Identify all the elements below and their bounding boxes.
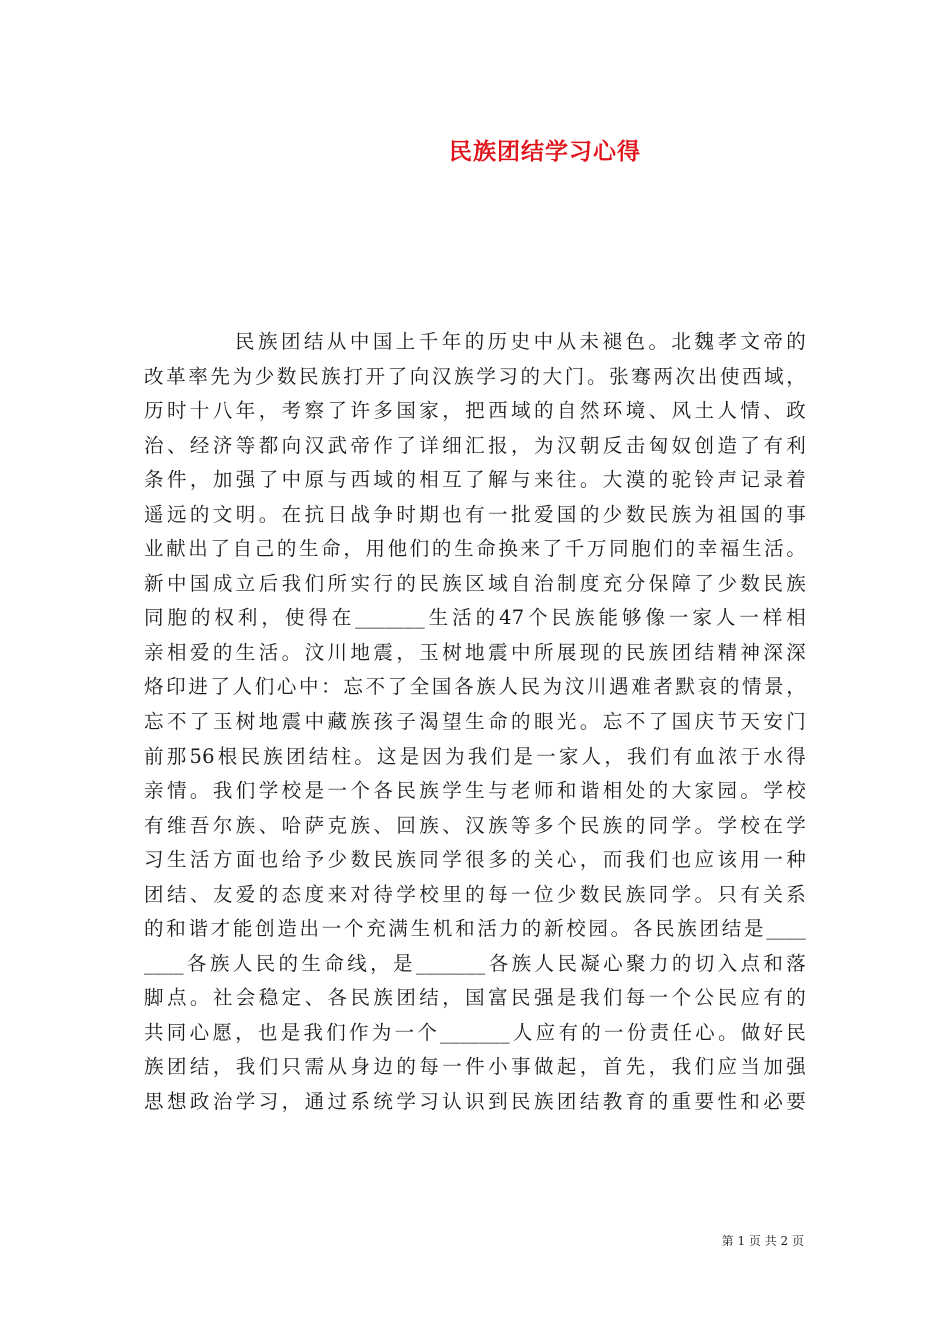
body-line: 族团结，我们只需从身边的每一件小事做起，首先，我们应当加强: [144, 1055, 806, 1079]
body-line: 改革率先为少数民族打开了向汉族学习的大门。张骞两次出使西域，: [144, 364, 806, 388]
body-line: 同胞的权利，使得在_______生活的47个民族能够像一家人一样相: [144, 606, 806, 630]
body-line: 历时十八年，考察了许多国家，把西域的自然环境、风土人情、政: [144, 399, 806, 423]
body-line: 业献出了自己的生命，用他们的生命换来了千万同胞们的幸福生活。: [144, 537, 806, 561]
document-title: 民族团结学习心得: [449, 138, 641, 165]
body-line: 条件，加强了中原与西域的相互了解与来往。大漠的驼铃声记录着: [144, 468, 806, 492]
document-body: [144, 325, 806, 1120]
body-line: 烙印进了人们心中：忘不了全国各族人民为汶川遇难者默哀的情景，: [144, 675, 806, 699]
body-line: 共同心愿，也是我们作为一个_______人应有的一份责任心。做好民: [144, 1020, 806, 1044]
body-line: 团结、友爱的态度来对待学校里的每一位少数民族同学。只有关系: [144, 882, 806, 906]
body-line: 民族团结从中国上千年的历史中从未褪色。北魏孝文帝的: [235, 330, 806, 353]
body-line: 脚点。社会稳定、各民族团结，国富民强是我们每一个公民应有的: [144, 986, 806, 1010]
body-line: ____各族人民的生命线，是_______各族人民凝心聚力的切入点和落: [144, 951, 806, 975]
body-line: 忘不了玉树地震中藏族孩子渴望生命的眼光。忘不了国庆节天安门: [144, 710, 806, 734]
page-number: 第 1 页 共 2 页: [721, 1234, 804, 1248]
body-line: 亲相爱的生活。汶川地震，玉树地震中所展现的民族团结精神深深: [144, 640, 806, 664]
body-line: 前那56根民族团结柱。这是因为我们是一家人，我们有血浓于水得: [144, 744, 806, 768]
body-line: 亲情。我们学校是一个各民族学生与老师和谐相处的大家园。学校: [144, 779, 806, 803]
body-line: 习生活方面也给予少数民族同学很多的关心，而我们也应该用一种: [144, 848, 806, 872]
body-line: 新中国成立后我们所实行的民族区域自治制度充分保障了少数民族: [144, 571, 806, 595]
body-line: 治、经济等都向汉武帝作了详细汇报，为汉朝反击匈奴创造了有利: [144, 433, 806, 457]
body-line: 遥远的文明。在抗日战争时期也有一批爱国的少数民族为祖国的事: [144, 502, 806, 526]
body-line: 的和谐才能创造出一个充满生机和活力的新校园。各民族团结是____: [144, 917, 806, 941]
body-line: 思想政治学习，通过系统学习认识到民族团结教育的重要性和必要: [144, 1090, 806, 1114]
body-line: 有维吾尔族、哈萨克族、回族、汉族等多个民族的同学。学校在学: [144, 813, 806, 837]
